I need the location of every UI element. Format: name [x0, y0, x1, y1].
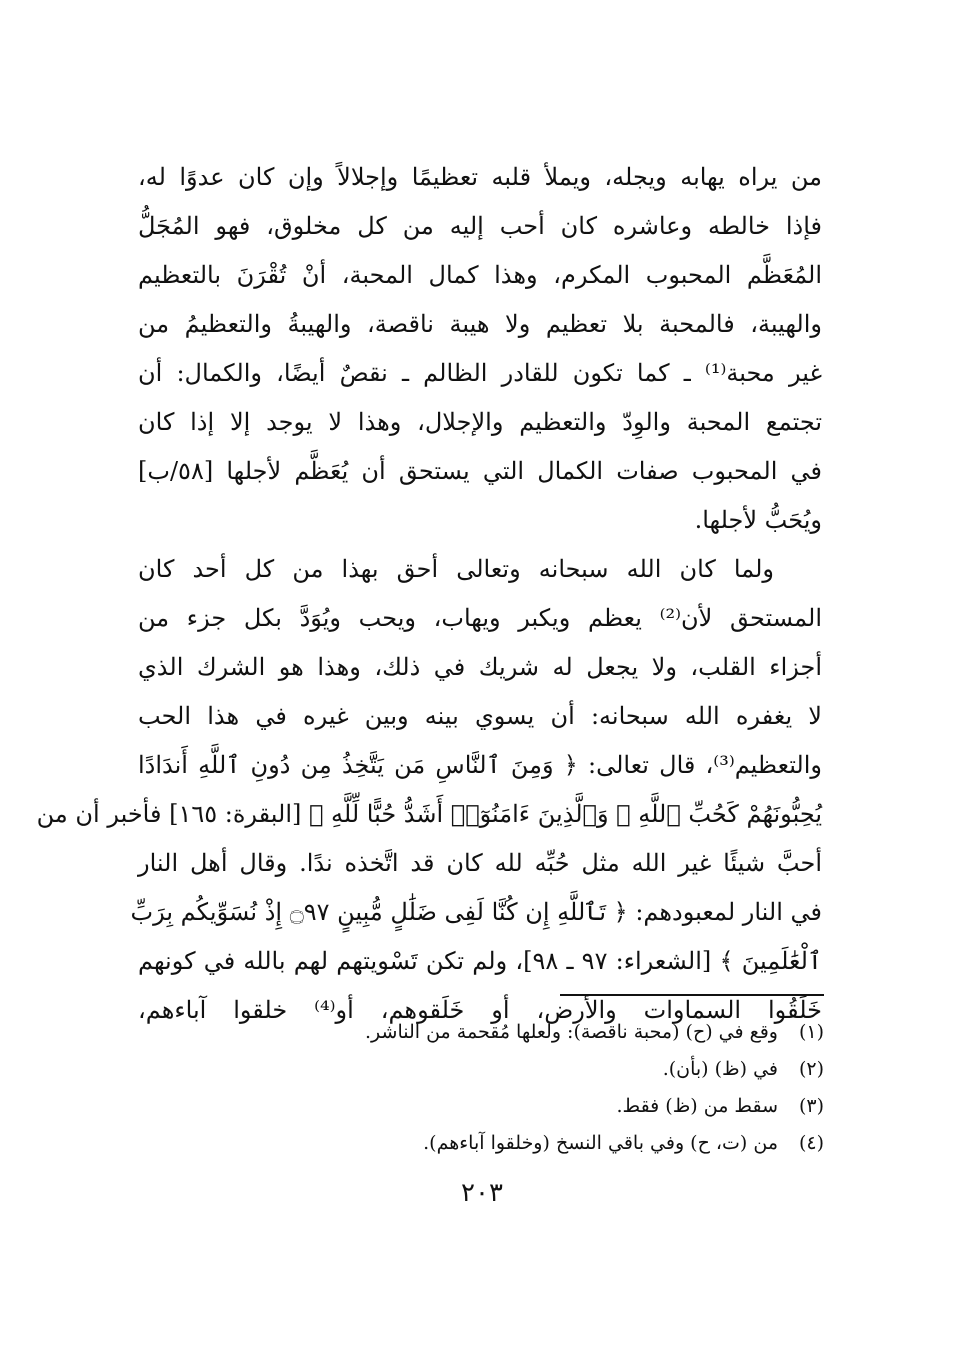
footnote-text: في (ظ) (بأن). [662, 1058, 778, 1080]
text-line: تجتمع المحبة والوِدّ والتعظيم والإجلال، وهذا لا يوجد إلا إذا كان [138, 408, 822, 436]
footnote [140, 1088, 824, 1125]
text-line: في النار لمعبودهم: ﴿ تَٱللَّهِ إِن كُنَّا لَفِى ضَلَٰلٍ مُّبِينٍ ۝٩٧ إِذْ نُسَوِّيكُم بِرَبِّ [130, 898, 822, 926]
footnote [140, 1014, 824, 1051]
footnote-number: (٣) [798, 1095, 824, 1117]
text-line: ويُحَبُّ لأجلها. [694, 506, 822, 534]
text-line: من يراه يهابه ويجله، ويملأ قلبه تعظيمًا وإجلالاً وإن كان عدوًا له، [138, 163, 822, 191]
text-line: المُعَظَّم المحبوب المكرم، وهذا كمال المحبة، أنْ تُقْرَنَ بالتعظيم [138, 261, 822, 289]
footnotes [140, 1014, 824, 1162]
text-line: خَلَقُوا السماوات والأرض، أو خَلَقوهم، أو⁽⁴⁾ خلقوا آباءهم، [138, 996, 822, 1024]
footnote-number: (٢) [798, 1058, 824, 1080]
text-line: ولما كان الله سبحانه وتعالى أحق بهذا من كل أحد كان [138, 555, 774, 583]
footnote-divider [560, 994, 824, 996]
page-number: ٢٠٣ [461, 1178, 503, 1208]
text-line: يُحِبُّونَهُمْ كَحُبِّ ٱللَّهِ ۖ وَٱلَّذِينَ ءَامَنُوٓا۟ أَشَدُّ حُبًّا لِّلَّهِ ﴾ [البقرة: ١٦٥] فأخبر أن من [36, 800, 822, 828]
footnote [140, 1051, 824, 1088]
text-line: في المحبوب صفات الكمال التي يستحق أن يُعَظَّم لأجلها [٥٨/ب] [138, 457, 822, 485]
footnote-text: من (ت، ح) وفي باقي النسخ (وخلقوا آباءهم). [423, 1132, 778, 1154]
text-line: أحبَّ شيئًا غير الله مثل حُبِّه لله كان قد اتَّخذه ندًا. وقال أهل النار [138, 849, 822, 877]
main-text [36, 153, 822, 1035]
footnote-text: سقط من (ظ) فقط. [616, 1095, 778, 1117]
text-line: أجزاء القلب، ولا يجعل له شريك في ذلك، وهذا هو الشرك الذي [138, 653, 822, 681]
text-line: والتعظيم⁽³⁾، قال تعالى: ﴿ وَمِنَ ٱلنَّاسِ مَن يَتَّخِذُ مِن دُونِ ٱللَّهِ أَندَادًا [138, 751, 822, 779]
text-line: لا يغفره الله سبحانه: أن يسوي بينه وبين غيره في هذا الحب [138, 702, 822, 730]
text-line: غير محبة⁽¹⁾ ـ كما تكون للقادر الظالم ـ نقصٌ أيضًا، والكمال: أن [138, 359, 822, 387]
footnote-number: (٤) [798, 1132, 824, 1154]
text-line: والهيبة، فالمحبة بلا تعظيم ولا هيبة ناقصة، والهيبةُ والتعظيمُ من [138, 310, 822, 338]
footnote [140, 1125, 824, 1162]
footnote-text: وقع في (ح) (محبة ناقصة): ولعلها مُقحمة من الناشر. [365, 1021, 778, 1043]
text-line: ٱلْعَٰلَمِينَ ﴾ [الشعراء: ٩٧ ـ ٩٨]، ولم تكن تَسْويتهم لهم بالله في كونهم [138, 947, 822, 975]
footnote-number: (١) [798, 1021, 824, 1043]
text-line: فإذا خالطه وعاشره كان أحب إليه من كل مخلوق، فهو المُجَلُّ [138, 212, 822, 240]
text-line: المستحق لأن⁽²⁾ يعظم ويكبر ويهاب، ويحب ويُوَدَّ بكل جزء من [138, 604, 822, 632]
